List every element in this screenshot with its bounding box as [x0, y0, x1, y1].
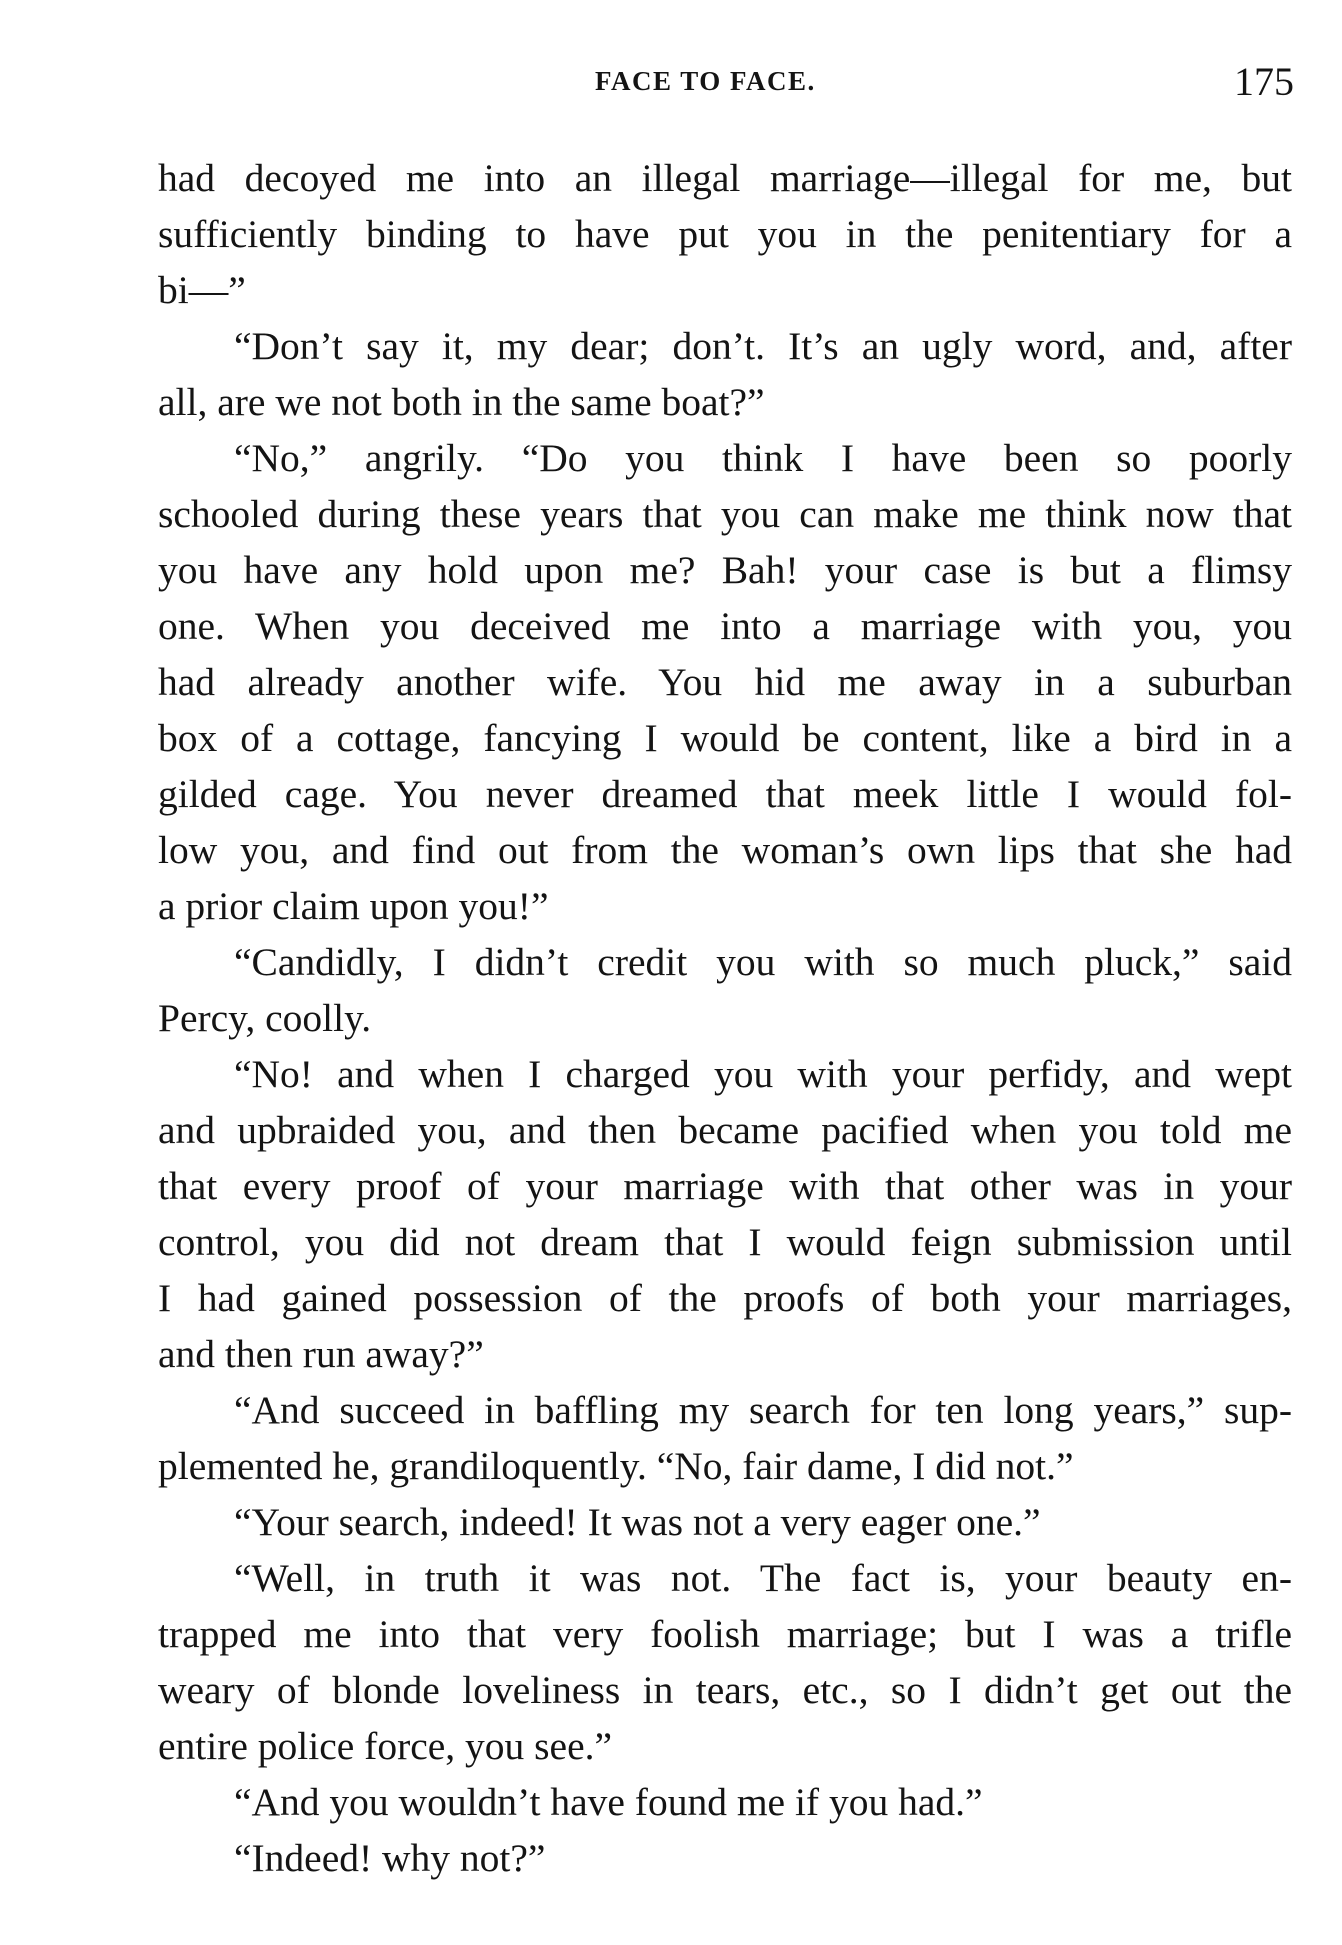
- text-line: “Don’t say it, my dear; don’t. It’s an ugly word, and, after: [234, 324, 1292, 368]
- text-line: and then run away?”: [158, 1332, 484, 1376]
- text-line: gilded cage. You never dreamed that meek little I would fol-: [158, 772, 1292, 816]
- text-line: I had gained possession of the proofs of both your marriages,: [158, 1276, 1292, 1320]
- text-line: schooled during these years that you can make me think now that: [158, 492, 1292, 536]
- text-line: “Candidly, I didn’t credit you with so much pluck,” said: [234, 940, 1292, 984]
- text-line: box of a cottage, fancying I would be content, like a bird in a: [158, 716, 1292, 760]
- text-line: “Indeed! why not?”: [234, 1836, 546, 1880]
- text-line: “Your search, indeed! It was not a very eager one.”: [234, 1500, 1041, 1544]
- text-line: control, you did not dream that I would feign submission until: [158, 1220, 1292, 1264]
- text-line: entire police force, you see.”: [158, 1724, 613, 1768]
- text-line: “Well, in truth it was not. The fact is, your beauty en-: [234, 1556, 1292, 1600]
- text-line: “And succeed in baffling my search for ten long years,” sup-: [234, 1388, 1292, 1432]
- text-line: “No! and when I charged you with your perfidy, and wept: [234, 1052, 1292, 1096]
- running-title: FACE TO FACE.: [595, 66, 816, 96]
- text-line: one. When you deceived me into a marriage with you, you: [158, 604, 1292, 648]
- page-number: 175: [1234, 59, 1294, 104]
- text-line: Percy, coolly.: [158, 996, 372, 1040]
- text-line: had already another wife. You hid me away in a suburban: [158, 660, 1292, 704]
- text-line: had decoyed me into an illegal marriage—illegal for me, but: [158, 156, 1292, 200]
- text-line: weary of blonde loveliness in tears, etc., so I didn’t get out the: [158, 1668, 1292, 1712]
- text-line: sufficiently binding to have put you in the penitentiary for a: [158, 212, 1292, 256]
- text-line: “No,” angrily. “Do you think I have been so poorly: [234, 436, 1292, 480]
- text-line: plemented he, grandiloquently. “No, fair dame, I did not.”: [158, 1444, 1074, 1488]
- text-line: low you, and find out from the woman’s own lips that she had: [158, 828, 1292, 872]
- text-line: a prior claim upon you!”: [158, 884, 549, 928]
- text-line: and upbraided you, and then became pacified when you told me: [158, 1108, 1292, 1152]
- text-line: you have any hold upon me? Bah! your case is but a flimsy: [158, 548, 1292, 592]
- text-line: all, are we not both in the same boat?”: [158, 380, 765, 424]
- text-line: bi—”: [158, 268, 246, 312]
- body-text: [158, 150, 1292, 1886]
- text-line: that every proof of your marriage with that other was in your: [158, 1164, 1292, 1208]
- running-head: [0, 58, 1342, 108]
- text-line: trapped me into that very foolish marriage; but I was a trifle: [158, 1612, 1292, 1656]
- text-line: “And you wouldn’t have found me if you had.”: [234, 1780, 983, 1824]
